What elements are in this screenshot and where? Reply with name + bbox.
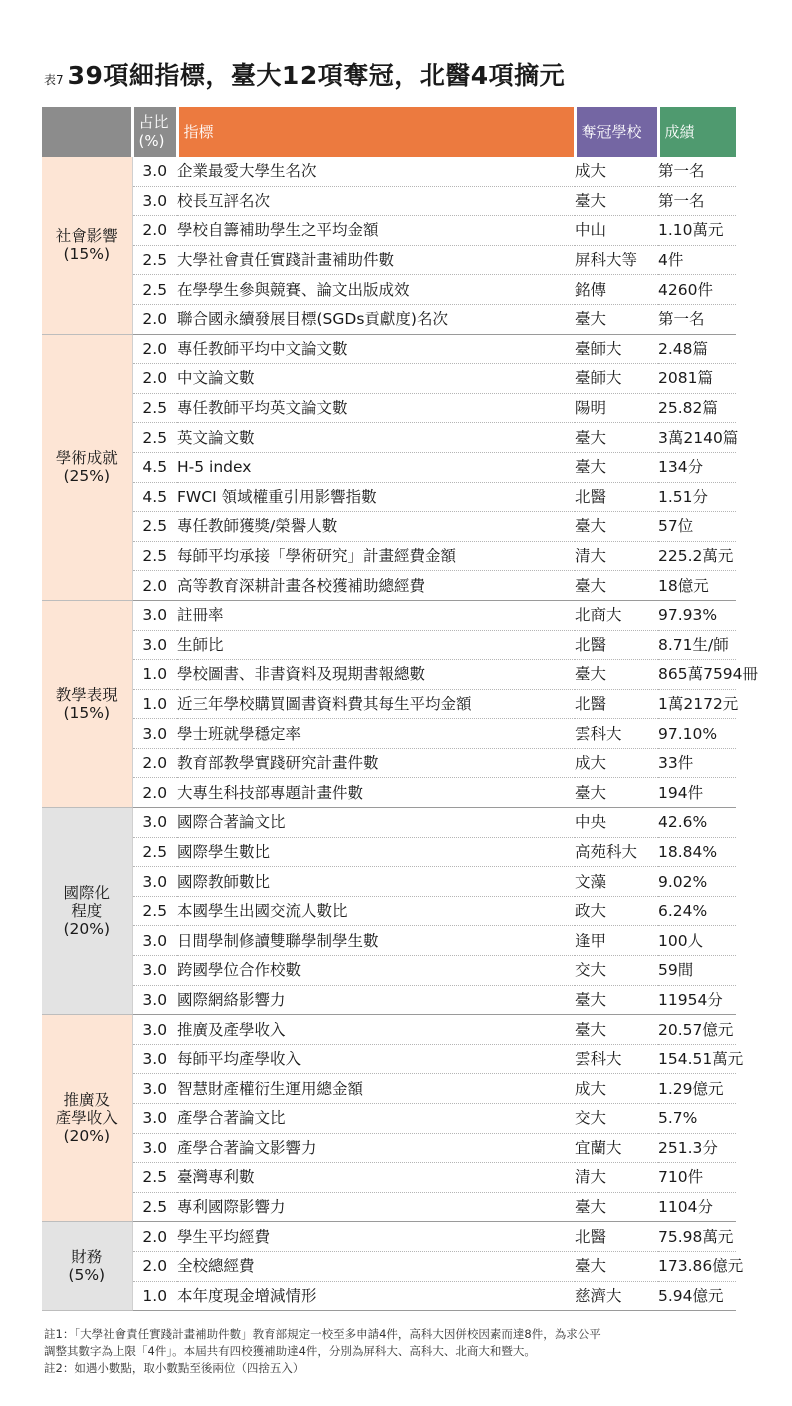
indicator-cell: 校長互評名次 <box>177 186 575 216</box>
result-cell: 11954分 <box>658 985 736 1015</box>
school-cell: 雲科大 <box>575 719 658 749</box>
indicator-cell: 本國學生出國交流人數比 <box>177 896 575 926</box>
percent-cell: 3.0 <box>132 600 177 630</box>
category-weight: (20%) <box>63 1127 111 1146</box>
result-cell: 2.48篇 <box>658 334 736 364</box>
indicator-cell: 企業最愛大學生名次 <box>177 157 575 186</box>
table-row <box>42 245 736 275</box>
table-row <box>42 571 736 601</box>
percent-cell: 2.0 <box>132 778 177 808</box>
percent-cell: 1.0 <box>132 660 177 690</box>
indicator-cell: 近三年學校購買圖書資料費其每生平均金額 <box>177 689 575 719</box>
table-row <box>42 1163 736 1193</box>
result-cell: 20.57億元 <box>658 1015 736 1045</box>
school-cell: 北醫 <box>575 630 658 660</box>
category-cell <box>42 1015 132 1222</box>
table-row <box>42 512 736 542</box>
school-cell: 交大 <box>575 1104 658 1134</box>
indicator-cell: 學士班就學穩定率 <box>177 719 575 749</box>
result-cell: 1.29億元 <box>658 1074 736 1104</box>
table-row <box>42 423 736 453</box>
title-text: 39項細指標，臺大12項奪冠，北醫4項摘元 <box>67 61 566 90</box>
table-number: 表7 <box>44 73 64 87</box>
percent-cell: 3.0 <box>132 985 177 1015</box>
table-row <box>42 808 736 838</box>
indicator-table <box>42 107 759 1311</box>
percent-cell: 2.0 <box>132 748 177 778</box>
school-cell: 成大 <box>575 748 658 778</box>
category-name: 教學表現 <box>55 685 118 704</box>
percent-cell: 3.0 <box>132 1133 177 1163</box>
table-row <box>42 689 736 719</box>
result-cell: 第一名 <box>658 304 736 334</box>
percent-cell: 3.0 <box>132 186 177 216</box>
result-cell: 251.3分 <box>658 1133 736 1163</box>
indicator-cell: 聯合國永續發展目標(SGDs貢獻度)名次 <box>177 304 575 334</box>
table-row <box>42 157 736 186</box>
category-cell <box>42 600 132 807</box>
school-cell: 臺大 <box>575 304 658 334</box>
percent-cell: 3.0 <box>132 630 177 660</box>
percent-cell: 1.0 <box>132 689 177 719</box>
table-row <box>42 867 736 897</box>
footnote-line: 註1：「大學社會責任實踐計畫補助件數」教育部規定一校至多申請4件，高科大因併校因素而達8件，為求公平 <box>44 1327 601 1341</box>
indicator-cell: 在學學生參與競賽、論文出版成效 <box>177 275 575 305</box>
result-cell: 173.86億元 <box>658 1251 736 1281</box>
indicator-cell: 日間學制修讀雙聯學制學生數 <box>177 926 575 956</box>
indicator-cell: 國際學生數比 <box>177 837 575 867</box>
table-row <box>42 334 736 364</box>
percent-cell: 3.0 <box>132 867 177 897</box>
table-row <box>42 1192 736 1222</box>
category-weight: (20%) <box>63 920 111 939</box>
percent-cell: 3.0 <box>132 926 177 956</box>
table-row <box>42 541 736 571</box>
result-cell: 1104分 <box>658 1192 736 1222</box>
indicator-cell: 國際合著論文比 <box>177 808 575 838</box>
percent-cell: 3.0 <box>132 1015 177 1045</box>
percent-cell: 2.5 <box>132 275 177 305</box>
table-row <box>42 275 736 305</box>
percent-cell: 2.5 <box>132 512 177 542</box>
table-row <box>42 660 736 690</box>
table-row <box>42 1104 736 1134</box>
table-row <box>42 896 736 926</box>
table-row <box>42 630 736 660</box>
percent-cell: 2.5 <box>132 1192 177 1222</box>
table-row <box>42 837 736 867</box>
result-cell: 第一名 <box>658 157 736 186</box>
indicator-cell: FWCI 領域權重引用影響指數 <box>177 482 575 512</box>
school-cell: 臺大 <box>575 660 658 690</box>
table-row <box>42 1044 736 1074</box>
table-row <box>42 926 736 956</box>
category-weight: (15%) <box>63 245 111 264</box>
indicator-cell: 國際教師數比 <box>177 867 575 897</box>
result-cell: 6.24% <box>658 896 736 926</box>
school-cell: 臺大 <box>575 1015 658 1045</box>
header-percent-line2: (%) <box>138 132 165 150</box>
table-row <box>42 452 736 482</box>
indicator-cell: 專利國際影響力 <box>177 1192 575 1222</box>
header-category <box>42 107 132 157</box>
school-cell: 臺大 <box>575 1192 658 1222</box>
category-cell <box>42 1222 132 1311</box>
result-cell: 194件 <box>658 778 736 808</box>
percent-cell: 4.5 <box>132 482 177 512</box>
table-row <box>42 186 736 216</box>
category-name: 推廣及 <box>63 1091 110 1110</box>
indicator-cell: 本年度現金增減情形 <box>177 1281 575 1311</box>
school-cell: 中山 <box>575 216 658 246</box>
school-cell: 臺大 <box>575 1251 658 1281</box>
result-cell: 1萬2172元 <box>658 689 736 719</box>
indicator-cell: 教育部教學實踐研究計畫件數 <box>177 748 575 778</box>
result-cell: 3萬2140篇 <box>658 423 736 453</box>
category-name: 產學收入 <box>55 1109 118 1128</box>
result-cell: 57位 <box>658 512 736 542</box>
school-cell: 臺大 <box>575 571 658 601</box>
percent-cell: 3.0 <box>132 808 177 838</box>
school-cell: 北商大 <box>575 600 658 630</box>
school-cell: 逢甲 <box>575 926 658 956</box>
indicator-cell: 英文論文數 <box>177 423 575 453</box>
table-row <box>42 216 736 246</box>
school-cell: 清大 <box>575 541 658 571</box>
school-cell: 臺師大 <box>575 364 658 394</box>
percent-cell: 2.5 <box>132 837 177 867</box>
table-row <box>42 956 736 986</box>
page-title <box>44 56 565 92</box>
indicator-cell: 學校圖書、非書資料及現期書報總數 <box>177 660 575 690</box>
result-cell: 4件 <box>658 245 736 275</box>
indicator-cell: 跨國學位合作校數 <box>177 956 575 986</box>
percent-cell: 2.0 <box>132 571 177 601</box>
table-row <box>42 1133 736 1163</box>
indicator-cell: 專任教師獲獎/榮譽人數 <box>177 512 575 542</box>
result-cell: 1.51分 <box>658 482 736 512</box>
percent-cell: 2.5 <box>132 423 177 453</box>
table-row <box>42 1222 736 1252</box>
school-cell: 臺師大 <box>575 334 658 364</box>
category-cell <box>42 157 132 334</box>
indicator-cell: 大學社會責任實踐計畫補助件數 <box>177 245 575 275</box>
indicator-cell: 學生平均經費 <box>177 1222 575 1252</box>
percent-cell: 3.0 <box>132 719 177 749</box>
table-row <box>42 304 736 334</box>
indicator-cell: 智慧財產權衍生運用總金額 <box>177 1074 575 1104</box>
result-cell: 1.10萬元 <box>658 216 736 246</box>
indicator-cell: 中文論文數 <box>177 364 575 394</box>
result-cell: 18億元 <box>658 571 736 601</box>
percent-cell: 3.0 <box>132 1104 177 1134</box>
result-cell: 第一名 <box>658 186 736 216</box>
footnote-line: 註2：如遇小數點，取小數點至後兩位（四捨五入） <box>44 1361 305 1375</box>
result-cell: 75.98萬元 <box>658 1222 736 1252</box>
table-row <box>42 393 736 423</box>
percent-cell: 2.0 <box>132 304 177 334</box>
result-cell: 97.93% <box>658 600 736 630</box>
percent-cell: 1.0 <box>132 1281 177 1311</box>
school-cell: 臺大 <box>575 452 658 482</box>
percent-cell: 2.0 <box>132 1222 177 1252</box>
result-cell: 25.82篇 <box>658 393 736 423</box>
percent-cell: 2.0 <box>132 216 177 246</box>
indicator-cell: 高等教育深耕計畫各校獲補助總經費 <box>177 571 575 601</box>
result-cell: 865萬7594冊 <box>658 660 736 690</box>
indicator-cell: 生師比 <box>177 630 575 660</box>
header-percent-line1: 占比 <box>138 113 169 131</box>
table-body <box>42 157 759 1311</box>
result-cell: 225.2萬元 <box>658 541 736 571</box>
category-weight: (5%) <box>68 1266 106 1285</box>
result-cell: 33件 <box>658 748 736 778</box>
school-cell: 屏科大等 <box>575 245 658 275</box>
school-cell: 臺大 <box>575 423 658 453</box>
school-cell: 政大 <box>575 896 658 926</box>
category-name: 財務 <box>71 1248 103 1267</box>
indicator-cell: 產學合著論文影響力 <box>177 1133 575 1163</box>
table-row <box>42 748 736 778</box>
indicator-cell: 專任教師平均英文論文數 <box>177 393 575 423</box>
percent-cell: 3.0 <box>132 1044 177 1074</box>
percent-cell: 2.5 <box>132 541 177 571</box>
school-cell: 臺大 <box>575 985 658 1015</box>
indicator-cell: 推廣及產學收入 <box>177 1015 575 1045</box>
indicator-cell: 每師平均承接「學術研究」計畫經費金額 <box>177 541 575 571</box>
school-cell: 慈濟大 <box>575 1281 658 1311</box>
result-cell: 9.02% <box>658 867 736 897</box>
school-cell: 成大 <box>575 1074 658 1104</box>
school-cell: 陽明 <box>575 393 658 423</box>
result-cell: 710件 <box>658 1163 736 1193</box>
table-row <box>42 482 736 512</box>
result-cell: 97.10% <box>658 719 736 749</box>
category-name: 國際化 <box>63 884 110 903</box>
school-cell: 臺大 <box>575 186 658 216</box>
category-cell <box>42 808 132 1015</box>
school-cell: 北醫 <box>575 689 658 719</box>
school-cell: 北醫 <box>575 1222 658 1252</box>
indicator-cell: 專任教師平均中文論文數 <box>177 334 575 364</box>
school-cell: 雲科大 <box>575 1044 658 1074</box>
percent-cell: 2.0 <box>132 1251 177 1281</box>
percent-cell: 2.5 <box>132 393 177 423</box>
category-weight: (25%) <box>63 467 111 486</box>
result-cell: 134分 <box>658 452 736 482</box>
percent-cell: 2.5 <box>132 896 177 926</box>
header-indicator: 指標 <box>177 107 575 157</box>
category-name: 程度 <box>71 902 103 921</box>
indicator-cell: 學校自籌補助學生之平均金額 <box>177 216 575 246</box>
indicator-cell: 每師平均產學收入 <box>177 1044 575 1074</box>
school-cell: 文藻 <box>575 867 658 897</box>
table-row <box>42 1074 736 1104</box>
table-row <box>42 364 736 394</box>
result-cell: 5.94億元 <box>658 1281 736 1311</box>
category-cell <box>42 334 132 600</box>
indicator-cell: 臺灣專利數 <box>177 1163 575 1193</box>
indicator-cell: 全校總經費 <box>177 1251 575 1281</box>
indicator-cell: H-5 index <box>177 452 575 482</box>
percent-cell: 2.5 <box>132 245 177 275</box>
school-cell: 成大 <box>575 157 658 186</box>
footnote-line: 調整其數字為上限「4件」。本屆共有四校獲補助達4件，分別為屏科大、高科大、北商大和暨大。 <box>44 1344 536 1358</box>
school-cell: 銘傳 <box>575 275 658 305</box>
result-cell: 42.6% <box>658 808 736 838</box>
result-cell: 2081篇 <box>658 364 736 394</box>
indicator-cell: 大專生科技部專題計畫件數 <box>177 778 575 808</box>
result-cell: 18.84% <box>658 837 736 867</box>
percent-cell: 3.0 <box>132 1074 177 1104</box>
percent-cell: 3.0 <box>132 157 177 186</box>
percent-cell: 2.0 <box>132 334 177 364</box>
header-percent <box>132 107 177 157</box>
school-cell: 高苑科大 <box>575 837 658 867</box>
percent-cell: 3.0 <box>132 956 177 986</box>
header-result: 成績 <box>658 107 736 157</box>
school-cell: 清大 <box>575 1163 658 1193</box>
result-cell: 8.71生/師 <box>658 630 736 660</box>
percent-cell: 2.5 <box>132 1163 177 1193</box>
category-name: 學術成就 <box>55 449 118 468</box>
table-row <box>42 985 736 1015</box>
table-header-row <box>42 107 736 157</box>
table-row <box>42 1281 736 1311</box>
table-row <box>42 1251 736 1281</box>
category-name: 社會影響 <box>55 227 118 246</box>
table-row <box>42 600 736 630</box>
school-cell: 北醫 <box>575 482 658 512</box>
table-row <box>42 719 736 749</box>
percent-cell: 4.5 <box>132 452 177 482</box>
footnotes <box>44 1326 744 1377</box>
header-school: 奪冠學校 <box>575 107 658 157</box>
result-cell: 100人 <box>658 926 736 956</box>
percent-cell: 2.0 <box>132 364 177 394</box>
school-cell: 宜蘭大 <box>575 1133 658 1163</box>
result-cell: 59間 <box>658 956 736 986</box>
indicator-cell: 國際網絡影響力 <box>177 985 575 1015</box>
indicator-cell: 產學合著論文比 <box>177 1104 575 1134</box>
category-weight: (15%) <box>63 703 111 722</box>
result-cell: 5.7% <box>658 1104 736 1134</box>
school-cell: 交大 <box>575 956 658 986</box>
table-row <box>42 1015 736 1045</box>
indicator-cell: 註冊率 <box>177 600 575 630</box>
school-cell: 臺大 <box>575 778 658 808</box>
result-cell: 4260件 <box>658 275 736 305</box>
result-cell: 154.51萬元 <box>658 1044 736 1074</box>
table-row <box>42 778 736 808</box>
school-cell: 臺大 <box>575 512 658 542</box>
school-cell: 中央 <box>575 808 658 838</box>
